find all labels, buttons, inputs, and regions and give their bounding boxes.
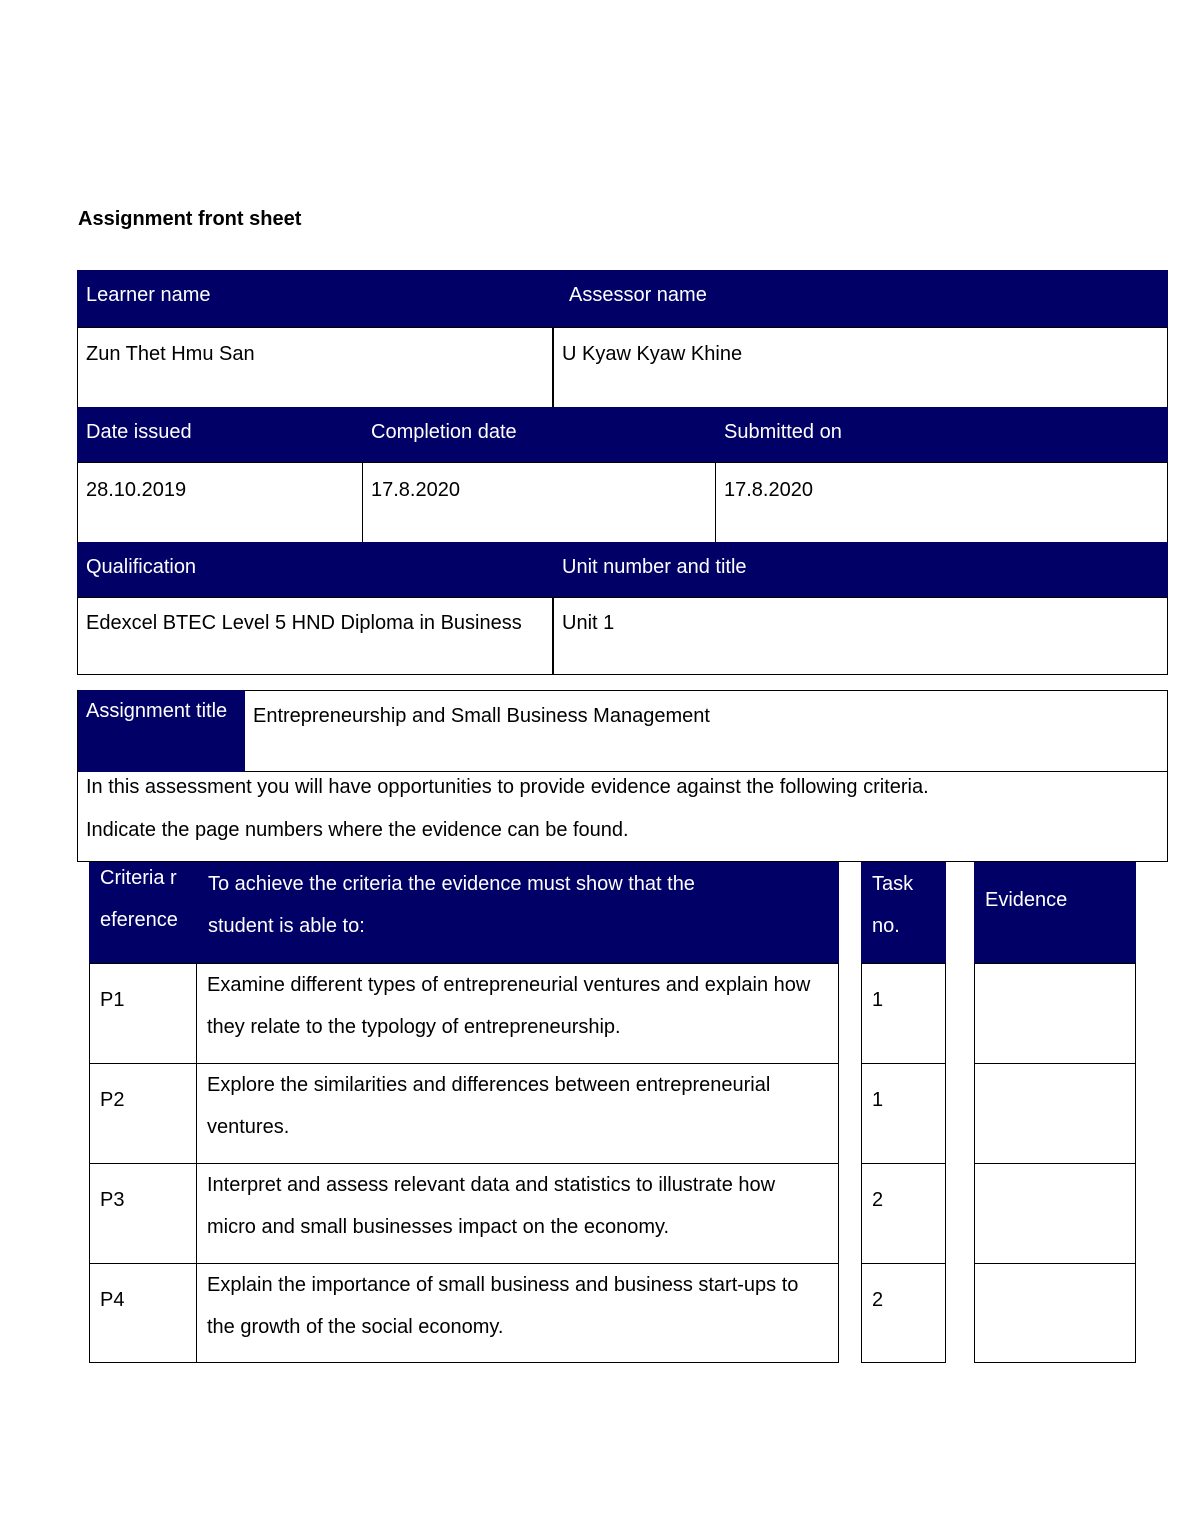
criteria-desc-p2: Explore the similarities and differences between entrepreneurial ventures. bbox=[196, 1063, 839, 1164]
completion-date-label: Completion date bbox=[362, 407, 716, 463]
instructions bbox=[86, 766, 1166, 852]
submitted-on-value: 17.8.2020 bbox=[715, 462, 1168, 543]
criteria-desc-p1: Examine different types of entrepreneurial ventures and explain how they relate to the typology of entrepreneurship. bbox=[196, 963, 839, 1064]
qualification-value: Edexcel BTEC Level 5 HND Diploma in Business bbox=[77, 597, 553, 675]
evidence-p3[interactable] bbox=[974, 1163, 1136, 1264]
criteria-ref-p1: P1 bbox=[89, 963, 197, 1064]
criteria-reference-header: Criteria reference bbox=[89, 862, 197, 964]
task-no-header: Task no. bbox=[861, 862, 946, 964]
instructions-line-1: In this assessment you will have opportunities to provide evidence against the following criteria. bbox=[86, 776, 929, 798]
instructions-line-2: Indicate the page numbers where the evidence can be found. bbox=[86, 819, 629, 841]
criteria-desc-p4: Explain the importance of small business and business start-ups to the growth of the social economy. bbox=[196, 1263, 839, 1363]
completion-date-value: 17.8.2020 bbox=[362, 462, 716, 543]
learner-name-label: Learner name bbox=[77, 270, 553, 327]
criteria-desc-p3: Interpret and assess relevant data and statistics to illustrate how micro and small businesses impact on the economy. bbox=[196, 1163, 839, 1264]
task-no-p3: 2 bbox=[861, 1163, 946, 1264]
evidence-p2[interactable] bbox=[974, 1063, 1136, 1164]
assessor-name-value: U Kyaw Kyaw Khine bbox=[553, 327, 1168, 408]
evidence-p1[interactable] bbox=[974, 963, 1136, 1064]
assessor-name-label: Assessor name bbox=[553, 270, 1168, 327]
criteria-ref-p4: P4 bbox=[89, 1263, 197, 1363]
qualification-label: Qualification bbox=[77, 542, 553, 598]
task-no-p2: 1 bbox=[861, 1063, 946, 1164]
task-no-p4: 2 bbox=[861, 1263, 946, 1363]
learner-name-value: Zun Thet Hmu San bbox=[77, 327, 553, 408]
date-issued-label: Date issued bbox=[77, 407, 363, 463]
submitted-on-label: Submitted on bbox=[715, 407, 1168, 463]
unit-label: Unit number and title bbox=[553, 542, 1168, 598]
unit-value: Unit 1 bbox=[553, 597, 1168, 675]
task-no-p1: 1 bbox=[861, 963, 946, 1064]
criteria-ref-p2: P2 bbox=[89, 1063, 197, 1164]
page-title: Assignment front sheet bbox=[78, 208, 302, 230]
date-issued-value: 28.10.2019 bbox=[77, 462, 363, 543]
criteria-description-header: To achieve the criteria the evidence must show that the student is able to: bbox=[197, 862, 839, 964]
assignment-title-label: Assignment title bbox=[78, 690, 245, 772]
evidence-header: Evidence bbox=[974, 862, 1136, 964]
evidence-p4[interactable] bbox=[974, 1263, 1136, 1363]
criteria-ref-p3: P3 bbox=[89, 1163, 197, 1264]
assignment-title-value: Entrepreneurship and Small Business Management bbox=[245, 690, 1168, 772]
